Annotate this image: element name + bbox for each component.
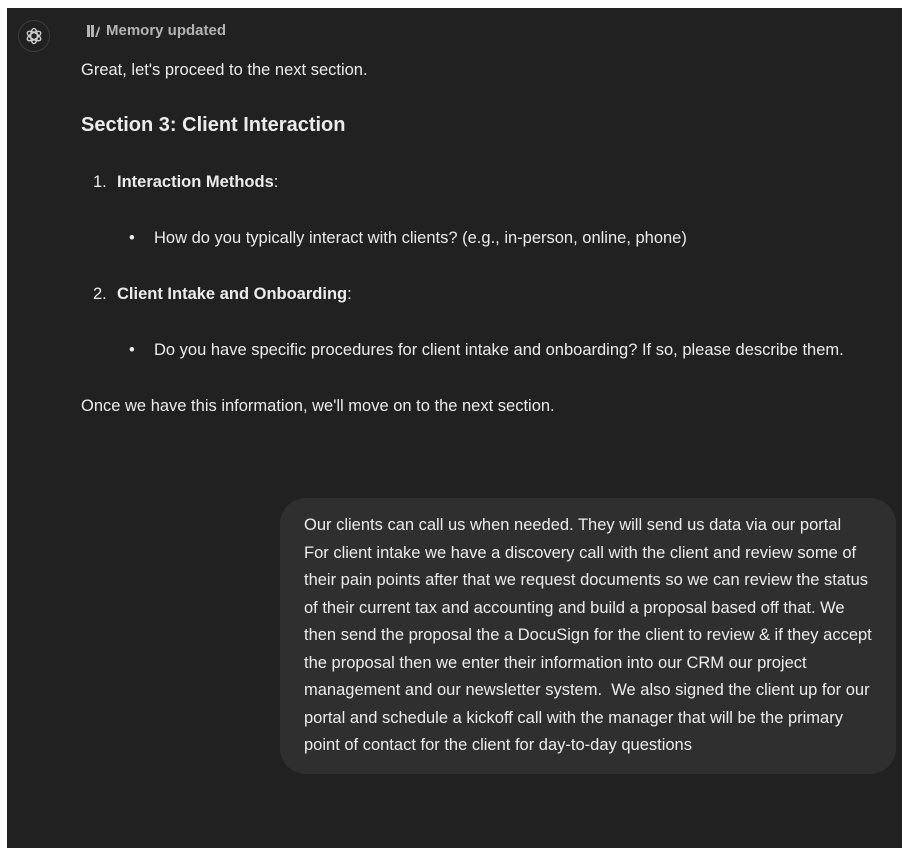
memory-updated-indicator[interactable] bbox=[86, 22, 226, 39]
list-item-suffix: : bbox=[347, 285, 352, 303]
list-item bbox=[81, 168, 871, 196]
list-number: 2. bbox=[93, 285, 107, 303]
list-item-title: Interaction Methods bbox=[117, 173, 274, 191]
user-message-line: Our clients can call us when needed. They will send us data via our portal bbox=[304, 516, 842, 534]
user-message-line: For client intake we have a discovery call with the client and review some of their pain points after that we request documents so we can review the status of their current tax and accounting and build a proposal based off that. We then send the proposal the a DocuSign for the client to review & if they accept the proposal then we enter their information into our CRM our project management and our newsletter system. We also signed the client up for our portal and schedule a kickoff call with the manager that will be the primary point of contact for the client for day-to-day questions bbox=[304, 543, 877, 754]
user-message-bubble bbox=[280, 498, 896, 774]
bullet-dot: • bbox=[129, 229, 135, 247]
bullet-item bbox=[81, 336, 871, 364]
openai-logo-icon bbox=[24, 26, 44, 46]
memory-updated-label: Memory updated bbox=[106, 22, 227, 39]
bullet-item bbox=[81, 224, 871, 252]
assistant-avatar bbox=[18, 20, 50, 52]
closing-text: Once we have this information, we'll move on to the next section. bbox=[81, 397, 555, 415]
chat-window bbox=[7, 8, 902, 848]
list-item-suffix: : bbox=[273, 173, 279, 191]
section-heading: Section 3: Client Interaction bbox=[81, 114, 346, 136]
list-number: 1. bbox=[93, 173, 107, 191]
bullet-dot: • bbox=[129, 341, 135, 359]
bullet-text: How do you typically interact with clients? (e.g., in-person, online, phone) bbox=[154, 229, 687, 247]
bullet-text: Do you have specific procedures for client intake and onboarding? If so, please describe them. bbox=[154, 341, 844, 359]
list-item-title: Client Intake and Onboarding bbox=[117, 285, 348, 303]
intro-text: Great, let's proceed to the next section. bbox=[81, 61, 368, 79]
list-item bbox=[81, 280, 871, 308]
memory-icon bbox=[86, 24, 100, 38]
assistant-message bbox=[81, 56, 871, 420]
